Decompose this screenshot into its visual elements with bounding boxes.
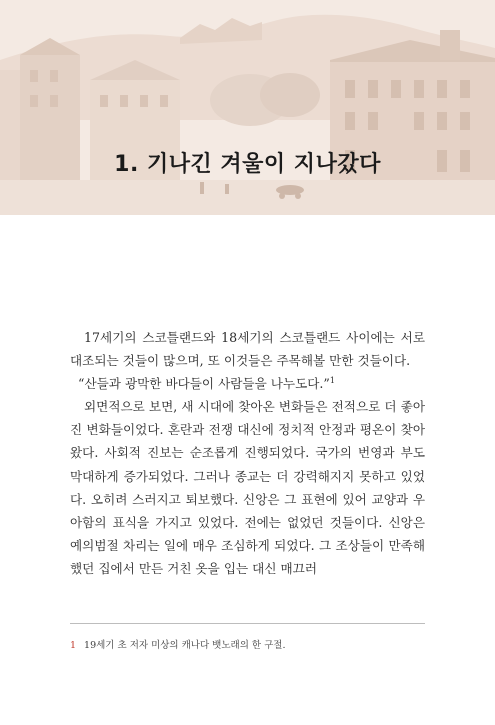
quote-text: “산들과 광막한 바다들이 사람들을 나누도다.” [78,376,330,392]
header-illustration [0,0,495,215]
footnote-number: 1 [70,640,77,651]
paragraph: 외면적으로 보면, 새 시대에 찾아온 변화들은 전적으로 더 좋아진 변화들이었다. 혼란과 전쟁 대신에 정치적 안정과 평온이 찾아왔다. 사회적 진보는 순조롭게 진행되었다. 국가의 번영과 부도 막대하게 증가되었다. 그러나 종교는 더 강력해지지 못하고 있었다. 오히려 스러지고 퇴보했다. 신앙은 그 표현에 있어 교양과 우아함의 표식을 가지고 있었다. 전에는 없었던 것들이다. 신앙은 예의범절 차리는 일에 매우 조심하게 되었다. 그 조상들이 만족해했던 집에서 만든 거친 옷을 입는 대신 매끄러 [70,399,425,576]
footnote-text: 19세기 초 저자 미상의 캐나다 뱃노래의 한 구절. [84,640,286,651]
footnote-divider [70,623,425,624]
chapter-title: 1. 기나긴 겨울이 지나갔다 [114,152,381,177]
footnote-reference[interactable]: 1 [329,376,335,385]
quote-paragraph [70,372,425,395]
town-engraving-image [0,0,495,215]
footnote [70,637,425,651]
body-text [70,326,425,580]
paragraph: 17세기의 스코틀랜드와 18세기의 스코틀랜드 사이에는 서로 대조되는 것들이 많으며, 또 이것들은 주목해볼 만한 것들이다. [70,330,425,369]
